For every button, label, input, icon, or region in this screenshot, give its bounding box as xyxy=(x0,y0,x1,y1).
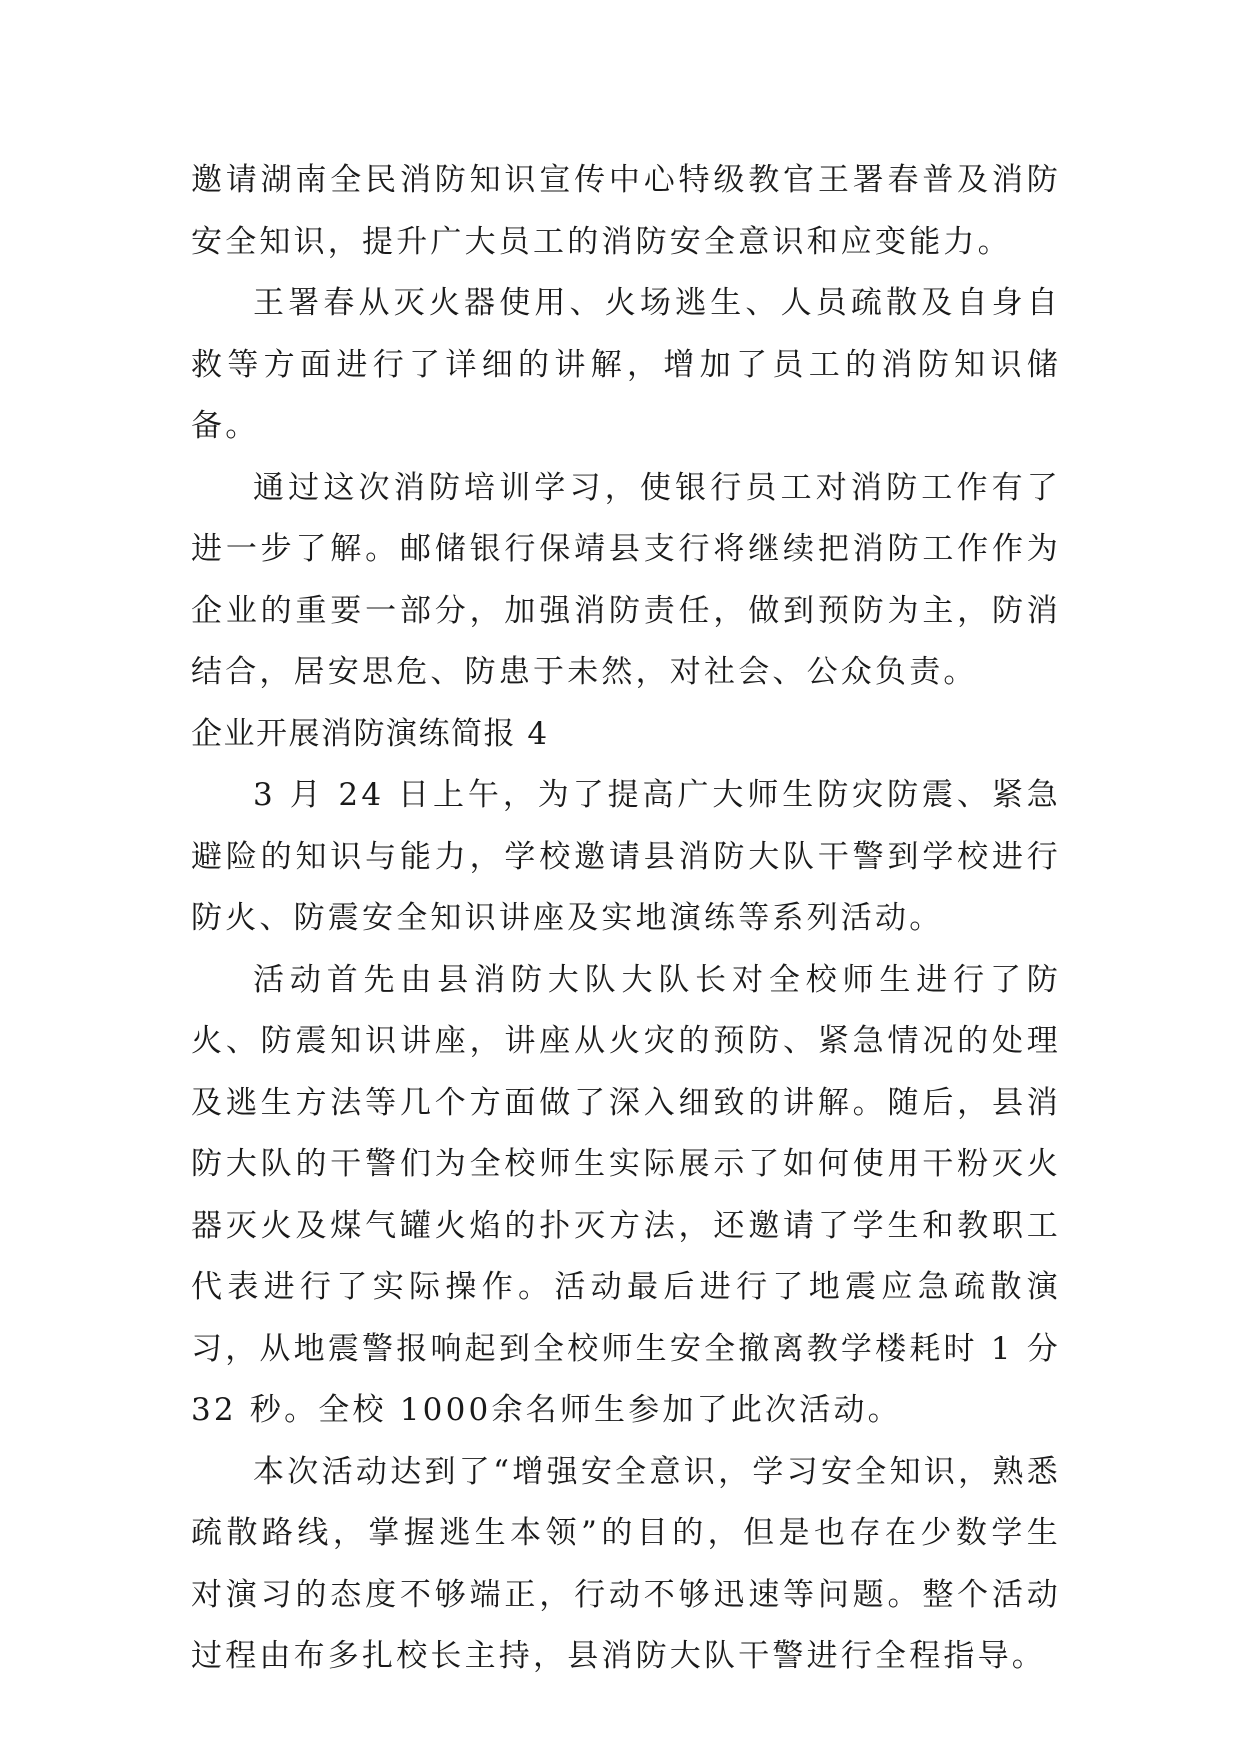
document-body xyxy=(191,150,1061,1688)
paragraph-event-activities: 活动首先由县消防大队大队长对全校师生进行了防火、防震知识讲座，讲座从火灾的预防、紧急情况的处理及逃生方法等几个方面做了深入细致的讲解。随后，县消防大队的干警们为全校师生实际展示了如何使用干粉灭火器灭火及煤气罐火焰的扑灭方法，还邀请了学生和教职工代表进行了实际操作。活动最后进行了地震应急疏散演习，从地震警报响起到全校师生安全撤离教学楼耗时 1 分 32 秒。全校 1000余名师生参加了此次活动。 xyxy=(191,961,1061,1428)
section-heading: 企业开展消防演练简报 4 xyxy=(191,715,549,752)
paragraph-invitation: 邀请湖南全民消防知识宣传中心特级教官王署春普及消防安全知识，提升广大员工的消防安全意识和应变能力。 xyxy=(191,162,1061,260)
paragraph-training-summary: 通过这次消防培训学习，使银行员工对消防工作有了进一步了解。邮储银行保靖县支行将继续把消防工作作为企业的重要一部分，加强消防责任，做到预防为主，防消结合，居安思危、防患于未然，对社会、公众负责。 xyxy=(191,469,1061,690)
paragraph-event-conclusion: 本次活动达到了“增强安全意识，学习安全知识，熟悉疏散路线，掌握逃生本领”的目的，但是也存在少数学生对演习的态度不够端正，行动不够迅速等问题。整个活动过程由布多扎校长主持，县消防大队干警进行全程指导。 xyxy=(191,1453,1061,1674)
paragraph-lecture-details: 王署春从灭火器使用、火场逃生、人员疏散及自身自救等方面进行了详细的讲解，增加了员工的消防知识储备。 xyxy=(191,285,1061,444)
paragraph-event-intro: 3 月 24 日上午，为了提高广大师生防灾防震、紧急避险的知识与能力，学校邀请县消防大队干警到学校进行防火、防震安全知识讲座及实地演练等系列活动。 xyxy=(191,777,1061,936)
